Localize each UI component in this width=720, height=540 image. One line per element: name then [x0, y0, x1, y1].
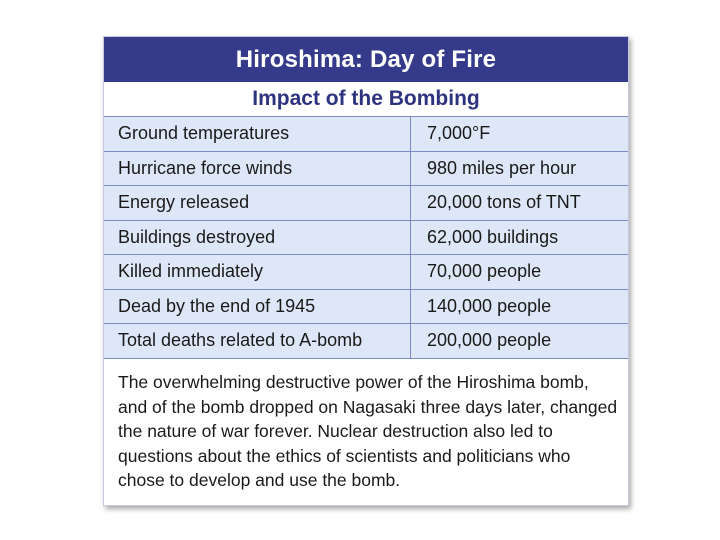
row-value: 62,000 buildings [427, 226, 559, 247]
table-row [104, 290, 628, 325]
description-paragraph: The overwhelming destructive power of the Hiroshima bomb, and of the bomb dropped on Nagasaki three days later, changed the nature of war forever. Nuclear destruction also led to questions about the ethics of scientists and politicians who chose to develop and use the bomb. [118, 372, 618, 490]
row-label: Hurricane force winds [104, 152, 411, 186]
table-row [104, 117, 628, 152]
row-value: 7,000°F [427, 123, 491, 144]
row-value: 200,000 people [427, 330, 552, 351]
row-label: Dead by the end of 1945 [104, 290, 411, 324]
row-value: 20,000 tons of TNT [427, 192, 581, 213]
info-card [103, 36, 629, 506]
impact-table [104, 116, 628, 359]
table-row [104, 221, 628, 256]
row-label: Killed immediately [104, 255, 411, 289]
row-value: 70,000 people [427, 261, 542, 282]
table-row [104, 186, 628, 221]
row-label: Total deaths related to A-bomb [104, 324, 411, 358]
table-row [104, 324, 628, 359]
row-label: Energy released [104, 186, 411, 220]
row-label: Buildings destroyed [104, 221, 411, 255]
row-value: 140,000 people [427, 295, 552, 316]
title-bar [104, 37, 628, 82]
card-title: Hiroshima: Day of Fire [235, 45, 497, 73]
subtitle-bar [104, 82, 628, 116]
table-row [104, 255, 628, 290]
row-value: 980 miles per hour [427, 157, 577, 178]
row-label: Ground temperatures [104, 117, 411, 151]
table-row [104, 152, 628, 187]
card-subtitle: Impact of the Bombing [252, 87, 480, 110]
